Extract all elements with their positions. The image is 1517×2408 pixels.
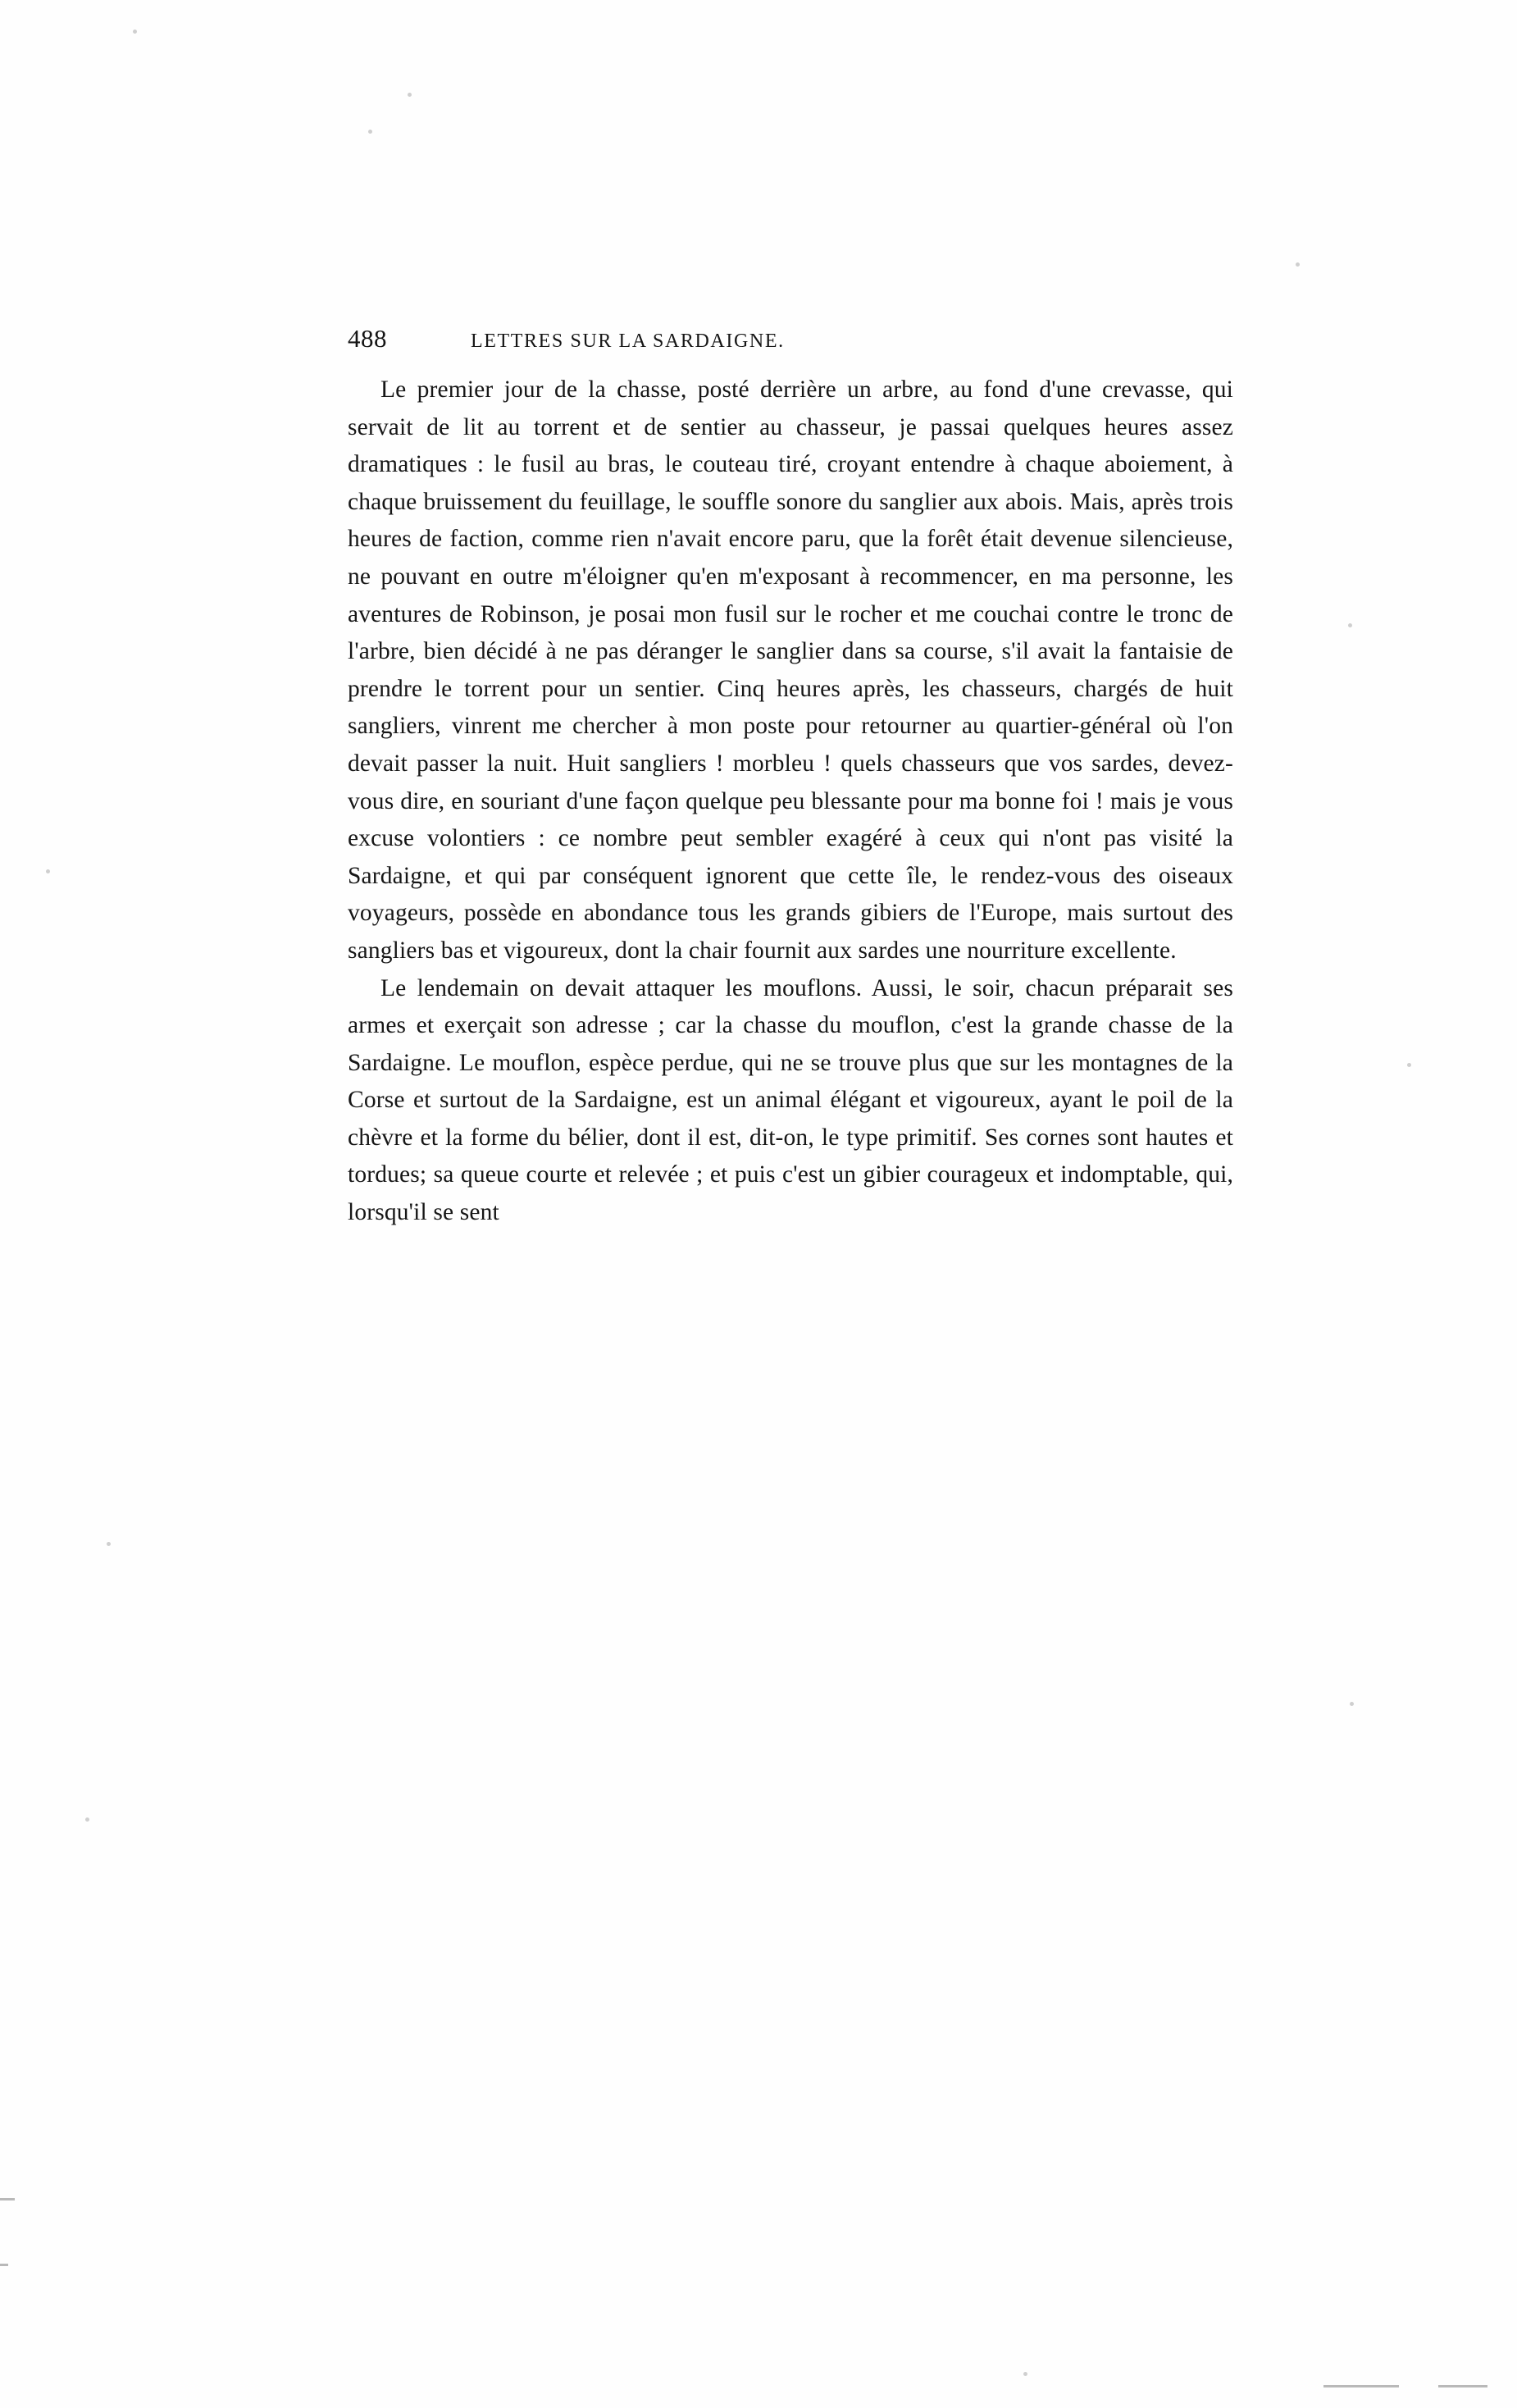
page-edge-mark <box>0 2198 15 2200</box>
page-header <box>348 324 1233 353</box>
running-head: LETTRES SUR LA SARDAIGNE. <box>471 331 785 352</box>
paragraph: Le lendemain on devait attaquer les mouflons. Aussi, le soir, chacun préparait ses armes et exerçait son adresse ; car la chasse du mouflon, c'est la grande chasse de la Sardaigne. Le mouflon, espèce perdue, qui ne se trouve plus que sur les montagnes de la Corse et surtout de la Sardaigne, est un animal élégant et vigoureux, ayant le poil de la chèvre et la forme du bélier, dont il est, dit-on, le type primitif. Ses cornes sont hautes et tordues; sa queue courte et relevée ; et puis c'est un gibier courageux et indomptable, qui, lorsqu'il se sent <box>348 974 1233 1226</box>
page-edge-mark <box>0 2264 8 2266</box>
scan-speck <box>1296 262 1300 267</box>
page-content <box>348 324 1233 1232</box>
scan-speck <box>408 93 412 97</box>
scan-speck <box>1023 2372 1027 2376</box>
body-text <box>348 372 1233 1232</box>
scan-speck <box>1350 1702 1354 1706</box>
scan-speck <box>1348 623 1352 627</box>
page-edge-mark <box>1438 2385 1487 2387</box>
scan-speck <box>107 1542 111 1546</box>
paragraph: Le premier jour de la chasse, posté derrière un arbre, au fond d'une crevasse, qui servait de lit au torrent et de sentier au chasseur, je passai quelques heures assez dramatiques : le fusil au bras, le couteau tiré, croyant entendre à chaque aboiement, à chaque bruissement du feuillage, le souffle sonore du sanglier aux abois. Mais, après trois heures de faction, comme rien n'avait encore paru, que la forêt était devenue silencieuse, ne pouvant en outre m'éloigner qu'en m'exposant à recommencer, en ma personne, les aventures de Robinson, je posai mon fusil sur le rocher et me couchai contre le tronc de l'arbre, bien décidé à ne pas déranger le sanglier dans sa course, s'il avait la fantaisie de prendre le torrent pour un sentier. Cinq heures après, les chasseurs, chargés de huit sangliers, vinrent me chercher à mon poste pour retourner au quartier-général où l'on devait passer la nuit. Huit sangliers ! morbleu ! quels chasseurs que vos sardes, devez-vous dire, en souriant d'une façon quelque peu blessante pour ma bonne foi ! mais je vous excuse volontiers : ce nombre peut sembler exagéré à ceux qui n'ont pas visité la Sardaigne, et qui par conséquent ignorent que cette île, le rendez-vous des oiseaux voyageurs, possède en abondance tous les grands gibiers de l'Europe, mais surtout des sangliers bas et vigoureux, dont la chair fournit aux sardes une nourriture excellente. <box>348 376 1233 964</box>
scan-speck <box>133 30 137 34</box>
scan-speck <box>85 1817 89 1822</box>
page-number: 488 <box>348 324 387 353</box>
scan-speck <box>368 130 372 134</box>
scan-speck <box>46 869 50 873</box>
scan-speck <box>1407 1063 1411 1067</box>
page-edge-mark <box>1323 2385 1399 2387</box>
